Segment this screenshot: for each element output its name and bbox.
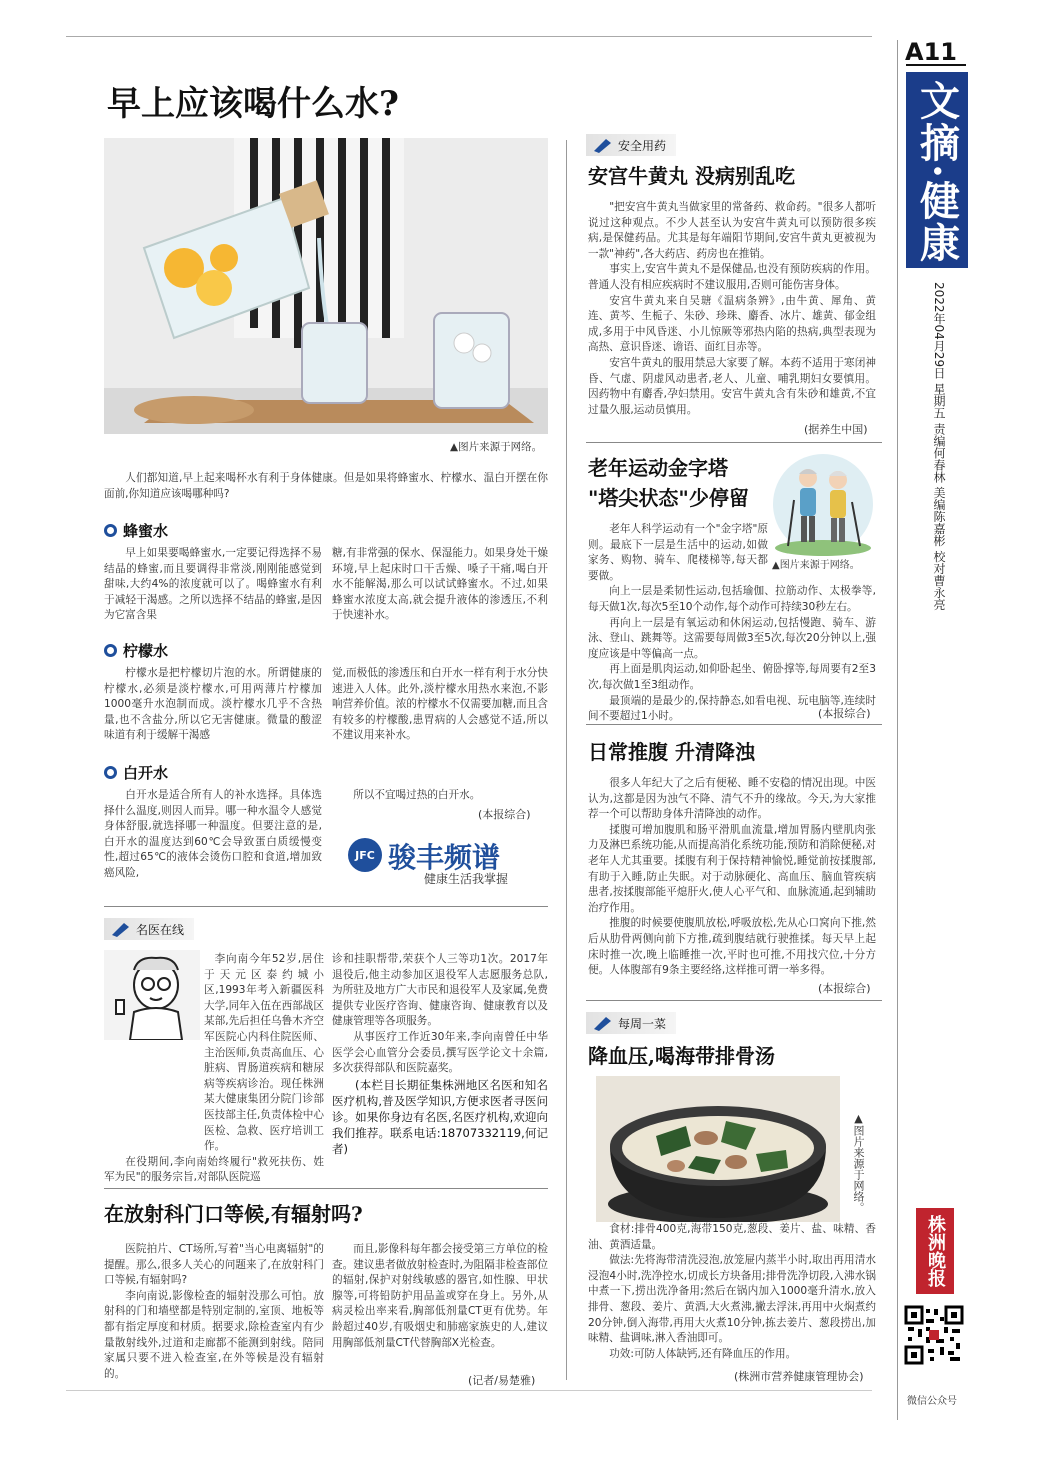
angong-p2: 事实上,安宫牛黄丸不是保健品,也没有预防疾病的作用。普通人没有相应疾病时不建议服用,否则可能伤害身体。	[588, 263, 876, 291]
angong-p3: 安宫牛黄丸来自吴瑭《温病条辨》,由牛黄、犀角、黄连、黄芩、生栀子、朱砂、珍珠、麝香、冰片、雄黄、郁金组成,多用于中风昏迷、小儿惊厥等邪热内陷的热病,典型表现为高热、意识昏迷、谵语、面红目赤等。	[588, 294, 876, 354]
ad-brand-name: 骏丰频谱	[388, 841, 501, 874]
page-number: A11	[905, 38, 957, 66]
belly-p2: 揉腹可增加腹肌和肠平滑肌血流量,增加胃肠内壁肌肉张力及淋巴系统功能,从而提高消化系统功能,预防和消除便秘,对老年人尤其重要。揉腹有利于保持精神愉悦,睡觉前按揉腹部,有助于入睡,防止失眠。对于动脉硬化、高血压、脑血管疾病患者,按揉腹部能平熄肝火,使人心平气和、血脉流通,起到辅助治疗作用。	[588, 823, 876, 914]
lemon-col2	[332, 666, 548, 744]
intro-text: 人们都知道,早上起来喝杯水有利于身体健康。但是如果将蜂蜜水、柠檬水、温白开摆在你面前,你知道应该喝哪种吗?	[104, 472, 548, 500]
section-title: 文摘·健康	[913, 80, 961, 264]
lemon-col1-text: 柠檬水是把柠檬切片泡的水。所谓健康的柠檬水,必须是淡柠檬水,可用两薄片柠檬加1000毫升水泡制而成。淡柠檬水几乎不含热量,也不含盐分,所以它无害健康。微量的酸涩味道有利于缓解干渴感	[104, 667, 322, 742]
doctor-col2-p1: 诊和挂职帮带,荣获个人三等功1次。2017年退役后,他主动参加区退役军人志愿服务总队,为所驻及地方广大市民和退役军人及家属,免费提供专业医疗咨询、健康咨询、健康教育以及健康管理等各项服务。	[332, 953, 548, 1028]
plain-water-heading-text: 白开水	[123, 764, 169, 782]
belly-p1: 很多人年纪大了之后有便秘、睡不安稳的情况出现。中医认为,这都是因为浊气不降、清气不升的缘故。今天,为大家推荐一个可以帮助身体升清降浊的动作。	[588, 777, 876, 821]
angong-p4: 安宫牛黄丸的服用禁忌大家要了解。本药不适用于寒闭神昏、气虚、阴虚风动患者,老人、儿童、哺乳期妇女要慎用。因药物中有麝香,孕妇禁用。安宫牛黄丸含有朱砂和雄黄,不宜过量久服,运动员慎用。	[588, 356, 876, 416]
pen-icon	[110, 921, 132, 937]
divider-belly	[586, 1000, 882, 1001]
soup-title: 降血压,喝海带排骨汤	[588, 1044, 775, 1068]
plain-col1-text: 白开水是适合所有人的补水选择。具体选择什么温度,则因人而异。哪一种水温令人感觉身体舒服,就选择哪一种温度。但要注意的是,白开水的温度达到60℃会导致蛋白质缓慢变性,超过65℃的液体会烫伤口腔和食道,增加致癌风险,	[104, 789, 322, 879]
pyramid-title-line2: "塔尖状态"少停留	[588, 486, 749, 510]
weekly-dish-tag-text: 每周一菜	[618, 1016, 667, 1031]
pyramid-body	[588, 522, 876, 725]
lemon-heading	[104, 640, 168, 661]
honey-heading-text: 蜂蜜水	[123, 522, 169, 540]
doctor-col2	[332, 952, 548, 1157]
divider-pyramid	[586, 724, 882, 725]
pyramid-photo-caption: ▲图片来源于网络。	[772, 560, 860, 571]
plain-credit: (本报综合)	[478, 808, 531, 821]
water-pitcher-photo	[104, 138, 548, 434]
soup-credit: (株洲市营养健康管理协会)	[734, 1370, 864, 1383]
divider-doctor-bottom	[104, 1188, 548, 1189]
divider-angong	[586, 442, 882, 443]
qr-caption: 微信公众号	[907, 1396, 957, 1407]
angong-title: 安宫牛黄丸 没病别乱吃	[588, 164, 795, 188]
plain-col1	[104, 788, 322, 882]
lemon-col2-text: 觉,而极低的渗透压和白开水一样有利于水分快速进入人体。此外,淡柠檬水用热水来泡,不影响营养价值。浓的柠檬水不仅需要加糖,而且含有较多的柠檬酸,患胃病的人会感觉不适,所以不建议用来补水。	[332, 667, 548, 742]
col-divider	[566, 140, 567, 1380]
radiology-col1-p2: 李向南说,影像检查的辐射没那么可怕。放射科的门和墙壁都是特别定制的,室顶、地板等都有指定厚度和材质。据要求,除检查室内有少量散射线外,过道和走廊都不能测到射线。陪同家属只要不进入检查室,在外等候是没有辐射的。	[104, 1289, 324, 1380]
belly-p3: 推腹的时候要使腹肌放松,呼吸放松,先从心口窝向下推,然后从肋骨两侧向前下方推,疏到腹结就行驶推揉。每天早上起床时推一次,晚上临睡推一次,平时也可推,不用找穴位,十分方便。人体腹部有9条主要经络,这样推可谓一举多得。	[588, 917, 876, 977]
intro-paragraph	[104, 471, 548, 502]
qr-code	[904, 1305, 964, 1365]
radiology-title: 在放射科门口等候,有辐射吗?	[104, 1202, 363, 1226]
radiology-credit: (记者/易楚雅)	[468, 1374, 536, 1387]
radiology-col1	[104, 1242, 324, 1382]
soup-p1: 食材:排骨400克,海带150克,葱段、姜片、盐、味精、香油、黄酒适量。	[588, 1223, 876, 1251]
kelp-rib-soup-photo	[596, 1076, 840, 1222]
honey-col2-text: 糖,有非常强的保水、保湿能力。如果身处干燥环境,早上起床时口干舌燥、嗓子干痛,喝白开水不能解渴,那么可以试试蜂蜜水。不过,如果蜂蜜水浓度太高,就会提升液体的渗透压,不利于快速补水。	[332, 547, 548, 622]
radiology-col1-p1: 医院拍片、CT场所,写着"当心电离辐射"的提醒。那么,很多人关心的问题来了,在放射科门口等候,有辐射吗?	[104, 1243, 324, 1287]
top-rule	[66, 36, 872, 37]
right-divider	[897, 40, 898, 1420]
main-title: 早上应该喝什么水?	[107, 84, 399, 124]
jfc-badge-text: JFC	[355, 848, 375, 862]
pyramid-p5: 最顶端的是最少的,保持静态,如看电视、玩电脑等,连续时间不要超过1小时。	[588, 694, 876, 723]
safe-medicine-tag-text: 安全用药	[618, 138, 667, 153]
bottom-rule	[66, 1390, 872, 1391]
pen-icon	[592, 137, 614, 153]
newspaper-logo: 株洲晚报	[916, 1208, 954, 1294]
belly-body	[588, 776, 876, 979]
pyramid-credit: (本报综合)	[818, 707, 871, 720]
honey-col1-text: 早上如果要喝蜂蜜水,一定要记得选择不易结晶的蜂蜜,而且要调得非常淡,刚刚能感觉到甜味,大约4%的浓度就可以了。喝蜂蜜水有利于减轻干渴感。之所以选择不结晶的蜂蜜,是因为它富含果	[104, 547, 322, 622]
doctor-tag-text: 名医在线	[136, 922, 185, 937]
jfc-logo-icon	[348, 838, 382, 872]
circle-bullet-icon	[104, 766, 117, 779]
honey-col1	[104, 546, 322, 624]
doctor-col1-p2: 在役期间,李向南始终履行"救死扶伤、姓军为民"的服务宗旨,对部队医院巡	[104, 1155, 324, 1184]
angong-p1: "把安宫牛黄丸当做家里的常备药、救命药。"很多人都听说过这种观点。不少人甚至认为安宫牛黄丸可以预防很多疾病,是保健药品。尤其是每年端阳节期间,安宫牛黄丸更被视为一款"神药",各大药店、药房也在推销。	[588, 201, 876, 260]
divider-main-bottom	[104, 906, 548, 907]
angong-credit: (据养生中国)	[804, 423, 868, 436]
pen-icon	[592, 1015, 614, 1031]
ad-slogan: 健康生活我掌握	[424, 872, 509, 886]
soup-photo-caption: ▲图片来源于网络。	[852, 1112, 865, 1213]
circle-bullet-icon	[104, 644, 117, 657]
soup-p2: 做法:先将海带清洗浸泡,放笼屉内蒸半小时,取出再用清水浸泡4小时,洗净控水,切成长方块备用;排骨洗净切段,入沸水锅中煮一下,捞出洗净备用;然后在锅内加入1000毫升清水,放入排骨、葱段、姜片、黄酒,大火煮沸,撇去浮沫,再用中火焖煮约20分钟,倒入海带,再用大火煮10分钟,拣去姜片、葱段捞出,加味精、盐调味,淋入香油即可。	[588, 1254, 876, 1345]
doctor-tag	[104, 918, 194, 940]
section-rule	[906, 64, 966, 66]
soup-body	[588, 1222, 876, 1362]
lemon-heading-text: 柠檬水	[123, 642, 169, 660]
soup-p3: 功效:可防人体缺钙,还有降血压的作用。	[609, 1347, 797, 1360]
plain-col2	[332, 788, 548, 804]
honey-heading	[104, 520, 168, 541]
doctor-col2-p2: 从事医疗工作近30年来,李向南曾任中华医学会心血管分会委员,撰写医学论文十余篇,多次获得部队和医院嘉奖。	[332, 1030, 548, 1075]
radiology-col2-p1: 而且,影像科每年都会接受第三方单位的检查。建议患者做放射检查时,为阻隔非检查部位的辐射,保护对射线敏感的器官,如性腺、甲状腺等,可将铅防护用品盖或穿在身上。另外,从病灵检出率来看,胸部低剂量CT更有优势。年龄超过40岁,有吸烟史和肺癌家族史的人,建议用胸部低剂量CT代替胸部X光检查。	[332, 1243, 548, 1349]
belly-credit: (本报综合)	[818, 982, 871, 995]
pyramid-p2: 向上一层是柔韧性运动,包括瑜伽、拉筋动作、太极拳等,每天做1次,每次5至10个动作,每个动作可持续30秒左右。	[588, 585, 876, 613]
plain-col2-text: 所以不宜喝过热的白开水。	[353, 789, 481, 801]
doctor-col1	[104, 952, 324, 1186]
pyramid-p1: 老年人科学运动有一个"金字塔"原则。最底下一层是生活中的运动,如做家务、购物、骑车、爬楼梯等,每天都要做。	[588, 523, 768, 582]
plain-water-heading	[104, 762, 168, 783]
pyramid-p4: 再上面是肌肉运动,如仰卧起坐、俯卧撑等,每周要有2至3次,每次做1至3组动作。	[588, 663, 876, 691]
pyramid-title-line1: 老年运动金字塔	[588, 456, 728, 480]
belly-title: 日常推腹 升清降浊	[588, 740, 755, 764]
pyramid-p3: 再向上一层是有氧运动和休闲运动,包括慢跑、骑车、游泳、登山、跳舞等。这需要每周做3至5次,每次20分钟以上,强度应该是中等偏高一点。	[588, 616, 876, 660]
angong-body	[588, 200, 876, 418]
doctor-notice: (本栏目长期征集株洲地区名医和知名医疗机构,普及医学知识,方便求医者寻医问诊。如果你身边有名医,名医疗机构,欢迎向我们推荐。联系电话:18707332119,何记者)	[332, 1077, 548, 1156]
weekly-dish-tag	[586, 1012, 676, 1034]
circle-bullet-icon	[104, 524, 117, 537]
radiology-col2	[332, 1242, 548, 1351]
doctor-col1-p1: 李向南今年52岁,居住于天元区泰约城小区,1993年考入新疆医科大学,同年入伍在西部战区某部,先后担任乌鲁木齐空军医院心内科住院医师、主治医师,负责高血压、心脏病、胃肠道疾病和糖尿病等疾病诊治。现任株洲某大健康集团分院门诊部医技部主任,负责体检中心医检、急救、医疗培训工作。	[204, 953, 324, 1153]
honey-col2	[332, 546, 548, 624]
safe-medicine-tag	[586, 134, 676, 156]
date-line: 2022年04月29日 星期五 责编何春林 美编陈嘉彬 校对曹永亮	[932, 282, 946, 611]
main-photo-caption: ▲图片来源于网络。	[450, 441, 543, 453]
lemon-col1	[104, 666, 322, 744]
